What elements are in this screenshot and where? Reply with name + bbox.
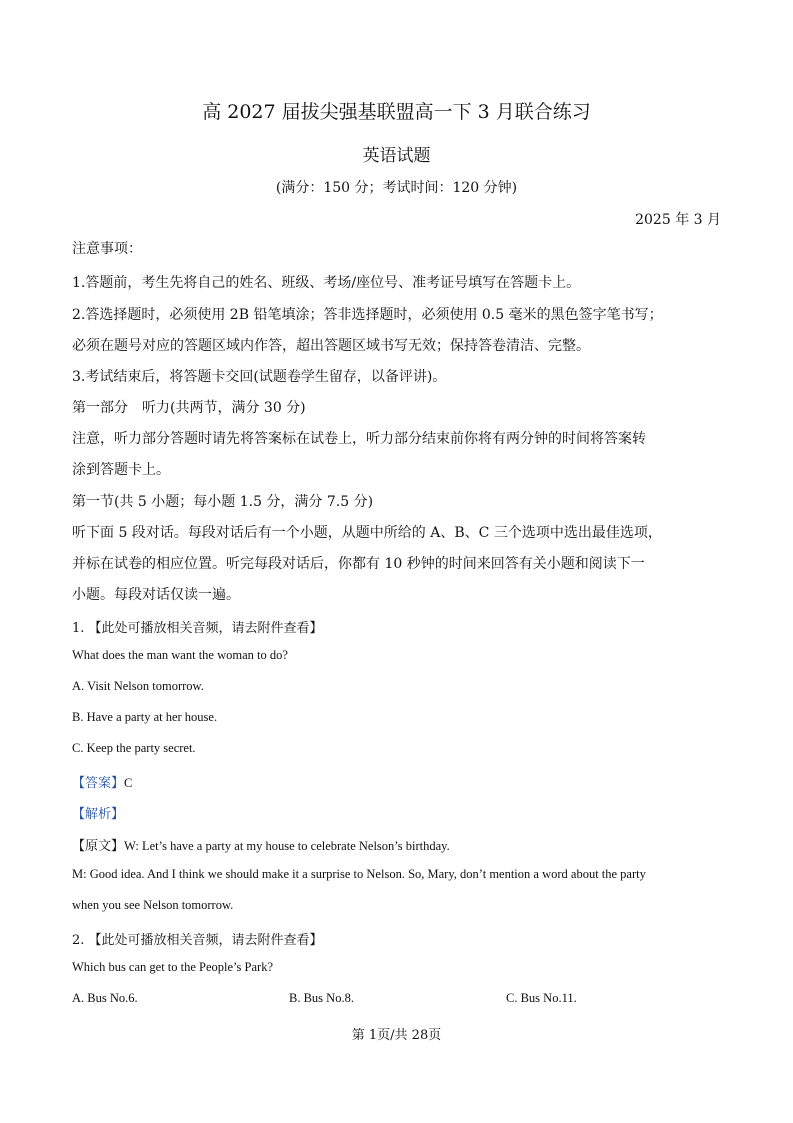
script-text: W: Let’s have a party at my house to celebrate Nelson’s birthday.: [124, 839, 450, 853]
script-label: 【原文】: [72, 839, 125, 854]
note-item-2-line-1: 2.答选择题时，必须使用 2B 铅笔填涂；答非选择题时，必须使用 0.5 毫米的黑色签字笔书写；: [72, 307, 663, 323]
q1-question: What does the man want the woman to do?: [72, 648, 288, 662]
subject-title: 英语试题: [362, 146, 431, 166]
q1-script-line-3: when you see Nelson tomorrow.: [72, 898, 234, 912]
exam-title: 高 2027 届拔尖强基联盟高一下 3 月联合练习: [202, 101, 591, 123]
q2-option-b: B. Bus No.8.: [289, 991, 354, 1005]
q2-question: Which bus can get to the People’s Park?: [72, 960, 273, 974]
note-item-1: 1.答题前，考生先将自己的姓名、班级、考场/座位号、准考证号填写在答题卡上。: [72, 275, 581, 291]
q1-script-line-1: [72, 835, 450, 854]
answer-value: C: [124, 776, 133, 790]
q2-audio-link[interactable]: 2. 【此处可播放相关音频，请去附件查看】: [72, 933, 323, 948]
note-item-2-line-2: 必须在题号对应的答题区域内作答，超出答题区域书写无效；保持答卷清洁、完整。: [72, 338, 590, 354]
page-footer: 第 1页/共 28页: [351, 1028, 442, 1043]
q1-script-line-2: M: Good idea. And I think we should make it a surprise to Nelson. So, Mary, don’t mention a word about the party: [72, 867, 646, 881]
q1-option-a: A. Visit Nelson tomorrow.: [72, 679, 204, 693]
section1-instruction-line-1: 听下面 5 段对话。每段对话后有一个小题，从题中所给的 A、B、C 三个选项中选出最佳选项，: [72, 525, 662, 541]
answer-label: 【答案】: [72, 776, 125, 791]
q1-audio-link[interactable]: 1. 【此处可播放相关音频，请去附件查看】: [72, 621, 323, 636]
part1-heading: 第一部分 听力(共两节，满分 30 分): [72, 400, 306, 416]
q1-analysis-label: 【解析】: [72, 807, 125, 822]
section1-instruction-line-3: 小题。每段对话仅读一遍。: [72, 587, 240, 603]
notes-heading: 注意事项：: [72, 241, 142, 257]
q2-option-a: A. Bus No.6.: [72, 991, 138, 1005]
q1-answer: [72, 772, 132, 791]
exam-date: 2025 年 3 月: [635, 212, 721, 228]
part1-instruction-line-2: 涂到答题卡上。: [72, 462, 170, 478]
part1-instruction-line-1: 注意，听力部分答题时请先将答案标在试卷上，听力部分结束前你将有两分钟的时间将答案转: [72, 431, 646, 447]
q1-option-c: C. Keep the party secret.: [72, 741, 196, 755]
section1-instruction-line-2: 并标在试卷的相应位置。听完每段对话后，你都有 10 秒钟的时间来回答有关小题和阅读下一: [72, 556, 645, 572]
section1-heading: 第一节(共 5 小题；每小题 1.5 分，满分 7.5 分): [72, 494, 374, 510]
score-time: (满分：150 分；考试时间：120 分钟): [275, 180, 518, 196]
note-item-3: 3.考试结束后，将答题卡交回(试题卷学生留存，以备评讲)。: [72, 369, 447, 385]
q1-option-b: B. Have a party at her house.: [72, 710, 218, 724]
q2-option-c: C. Bus No.11.: [506, 991, 577, 1005]
